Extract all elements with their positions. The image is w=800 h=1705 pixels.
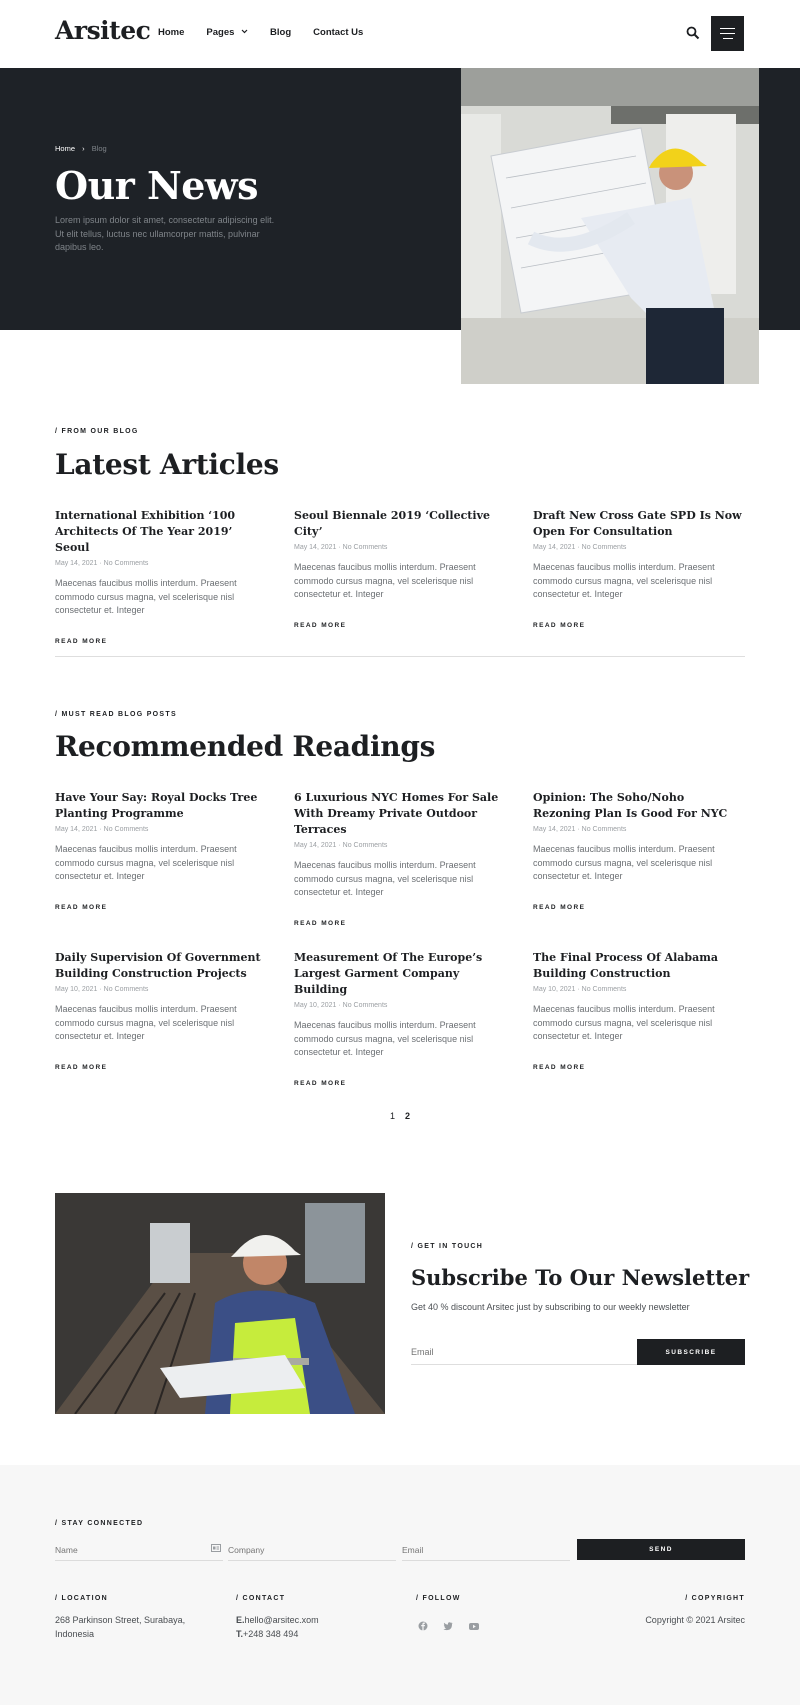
article-date[interactable]: May 14, 2021 <box>533 544 576 551</box>
newsletter-title: Subscribe To Our Newsletter <box>411 1265 750 1290</box>
site-header <box>0 0 800 68</box>
nav-pages[interactable] <box>206 27 248 38</box>
nav-pages-label: Pages <box>206 27 235 38</box>
breadcrumb <box>55 144 107 153</box>
article-meta: May 14, 2021 · No Comments <box>55 560 149 567</box>
article-meta: May 14, 2021 · No Comments <box>55 826 149 833</box>
read-more-link[interactable]: READ MORE <box>533 1063 586 1071</box>
youtube-icon[interactable] <box>467 1619 481 1633</box>
article-meta: May 10, 2021 · No Comments <box>294 1002 388 1009</box>
article-excerpt: Maecenas faucibus mollis interdum. Praesent commodo cursus magna, vel scelerisque nisl consectetur et. Integer <box>533 844 715 881</box>
page-link-1[interactable]: 1 <box>390 1111 396 1121</box>
read-more-link[interactable]: READ MORE <box>294 1079 347 1087</box>
article-meta: May 14, 2021 · No Comments <box>533 826 627 833</box>
read-more-link[interactable]: READ MORE <box>294 621 347 629</box>
nav-contact[interactable]: Contact Us <box>313 27 364 38</box>
article-title[interactable]: Have Your Say: Royal Docks Tree Planting Programme <box>55 791 258 820</box>
article-date[interactable]: May 10, 2021 <box>533 986 576 993</box>
article-title[interactable]: 6 Luxurious NYC Homes For Sale With Dreamy Private Outdoor Terraces <box>294 791 499 836</box>
breadcrumb-current: Blog <box>91 144 107 153</box>
article-card <box>294 508 506 629</box>
article-date[interactable]: May 14, 2021 <box>55 560 98 567</box>
article-meta: May 14, 2021 · No Comments <box>294 842 388 849</box>
read-more-link[interactable]: READ MORE <box>533 903 586 911</box>
recommended-eyebrow: / MUST READ BLOG POSTS <box>55 711 177 718</box>
article-title[interactable]: Seoul Biennale 2019 ‘Collective City’ <box>294 509 490 538</box>
article-excerpt: Maecenas faucibus mollis interdum. Praesent commodo cursus magna, vel scelerisque nisl consectetur et. Integer <box>294 1020 476 1057</box>
company-input[interactable] <box>228 1539 396 1561</box>
article-meta: May 14, 2021 · No Comments <box>294 544 388 551</box>
main-nav <box>158 27 363 38</box>
email-prefix: E. <box>236 1615 245 1625</box>
contact-phone-row <box>236 1627 319 1641</box>
newsletter-email-input[interactable] <box>411 1340 637 1365</box>
article-excerpt: Maecenas faucibus mollis interdum. Praesent commodo cursus magna, vel scelerisque nisl consectetur et. Integer <box>55 1004 237 1041</box>
article-excerpt: Maecenas faucibus mollis interdum. Praesent commodo cursus magna, vel scelerisque nisl consectetur et. Integer <box>533 1004 715 1041</box>
article-card <box>55 790 267 911</box>
hero-description: Lorem ipsum dolor sit amet, consectetur adipiscing elit. Ut elit tellus, luctus nec ullamcorper mattis, pulvinar dapibus leo. <box>55 215 275 252</box>
site-footer <box>0 1465 800 1705</box>
nav-home[interactable]: Home <box>158 27 185 38</box>
article-excerpt: Maecenas faucibus mollis interdum. Praesent commodo cursus magna, vel scelerisque nisl consectetur et. Integer <box>294 860 476 897</box>
article-comments[interactable]: No Comments <box>342 1002 388 1009</box>
latest-eyebrow: / FROM OUR BLOG <box>55 428 139 435</box>
send-button[interactable]: SEND <box>577 1539 745 1560</box>
stay-connected-label: / STAY CONNECTED <box>55 1520 144 1527</box>
subscribe-button[interactable]: SUBSCRIBE <box>637 1339 745 1365</box>
page-title: Our News <box>55 163 258 208</box>
twitter-icon[interactable] <box>441 1619 455 1633</box>
article-date[interactable]: May 14, 2021 <box>294 544 337 551</box>
article-excerpt: Maecenas faucibus mollis interdum. Praesent commodo cursus magna, vel scelerisque nisl consectetur et. Integer <box>533 562 715 599</box>
newsletter-eyebrow: / GET IN TOUCH <box>411 1243 484 1250</box>
follow-label: / FOLLOW <box>416 1595 461 1602</box>
nav-blog[interactable]: Blog <box>270 27 292 38</box>
hero-image <box>461 68 759 384</box>
article-title[interactable]: Draft New Cross Gate SPD Is Now Open For Consultation <box>533 509 742 538</box>
article-comments[interactable]: No Comments <box>342 842 388 849</box>
menu-line <box>720 33 735 34</box>
article-comments[interactable]: No Comments <box>342 544 388 551</box>
article-date[interactable]: May 14, 2021 <box>533 826 576 833</box>
article-card <box>533 790 745 911</box>
breadcrumb-separator: › <box>82 144 85 153</box>
page-link-2[interactable]: 2 <box>405 1111 411 1121</box>
article-comments[interactable]: No Comments <box>103 560 149 567</box>
article-date[interactable]: May 14, 2021 <box>55 826 98 833</box>
footer-email-input[interactable] <box>402 1539 570 1561</box>
engineer-illustration <box>55 1193 385 1414</box>
contact-details <box>236 1613 319 1641</box>
breadcrumb-home[interactable]: Home <box>55 144 76 153</box>
article-comments[interactable]: No Comments <box>103 986 149 993</box>
facebook-icon[interactable] <box>416 1619 430 1633</box>
newsletter-image <box>55 1193 385 1414</box>
article-card <box>55 508 267 645</box>
address-line: 268 Parkinson Street, Surabaya, <box>55 1615 186 1625</box>
article-comments[interactable]: No Comments <box>581 826 627 833</box>
article-meta: May 10, 2021 · No Comments <box>533 986 627 993</box>
name-input[interactable] <box>55 1539 223 1561</box>
location-address <box>55 1613 185 1641</box>
address-line: Indonesia <box>55 1629 95 1639</box>
read-more-link[interactable]: READ MORE <box>55 637 108 645</box>
article-card <box>533 508 745 629</box>
article-date[interactable]: May 10, 2021 <box>55 986 98 993</box>
article-date[interactable]: May 10, 2021 <box>294 1002 337 1009</box>
article-comments[interactable]: No Comments <box>581 544 627 551</box>
menu-button[interactable] <box>711 16 744 51</box>
menu-line <box>720 28 735 29</box>
contact-phone[interactable]: +248 348 494 <box>243 1629 299 1639</box>
article-card <box>533 950 745 1071</box>
article-card <box>294 790 506 927</box>
newsletter-description: Get 40 % discount Arsitec just by subscribing to our weekly newsletter <box>411 1302 690 1312</box>
section-divider <box>55 656 745 657</box>
article-title[interactable]: Opinion: The Soho/Noho Rezoning Plan Is Good For NYC <box>533 791 728 820</box>
article-date[interactable]: May 14, 2021 <box>294 842 337 849</box>
article-excerpt: Maecenas faucibus mollis interdum. Praesent commodo cursus magna, vel scelerisque nisl consectetur et. Integer <box>294 562 476 599</box>
search-icon[interactable] <box>686 26 700 40</box>
article-title[interactable]: Daily Supervision Of Government Building Construction Projects <box>55 951 261 980</box>
architect-illustration <box>461 68 759 384</box>
contact-email[interactable]: hello@arsitec.xom <box>244 1615 319 1625</box>
article-comments[interactable]: No Comments <box>103 826 149 833</box>
article-card <box>55 950 267 1071</box>
location-label: / LOCATION <box>55 1595 108 1602</box>
read-more-link[interactable]: READ MORE <box>55 903 108 911</box>
read-more-link[interactable]: READ MORE <box>55 1063 108 1071</box>
article-meta: May 14, 2021 · No Comments <box>533 544 627 551</box>
copyright-label: / COPYRIGHT <box>685 1595 745 1602</box>
article-title[interactable]: The Final Process Of Alabama Building Construction <box>533 951 719 980</box>
chevron-down-icon <box>241 29 248 34</box>
phone-prefix: T. <box>236 1629 244 1639</box>
recommended-title: Recommended Readings <box>55 730 436 763</box>
copyright-text: Copyright © 2021 Arsitec <box>645 1615 745 1625</box>
article-excerpt: Maecenas faucibus mollis interdum. Praesent commodo cursus magna, vel scelerisque nisl consectetur et. Integer <box>55 578 237 615</box>
read-more-link[interactable]: READ MORE <box>533 621 586 629</box>
article-title[interactable]: International Exhibition ‘100 Architects Of The Year 2019’ Seoul <box>55 509 236 554</box>
menu-line <box>723 38 733 39</box>
contact-label: / CONTACT <box>236 1595 286 1602</box>
article-meta: May 10, 2021 · No Comments <box>55 986 149 993</box>
article-card <box>294 950 506 1087</box>
latest-title: Latest Articles <box>55 448 279 481</box>
article-title[interactable]: Measurement Of The Europe’s Largest Garment Company Building <box>294 951 483 996</box>
contact-card-icon <box>211 1544 221 1552</box>
read-more-link[interactable]: READ MORE <box>294 919 347 927</box>
article-comments[interactable]: No Comments <box>581 986 627 993</box>
contact-email-row <box>236 1613 319 1627</box>
pagination <box>390 1111 410 1121</box>
site-logo[interactable]: Arsitec <box>55 16 151 45</box>
article-excerpt: Maecenas faucibus mollis interdum. Praesent commodo cursus magna, vel scelerisque nisl consectetur et. Integer <box>55 844 237 881</box>
